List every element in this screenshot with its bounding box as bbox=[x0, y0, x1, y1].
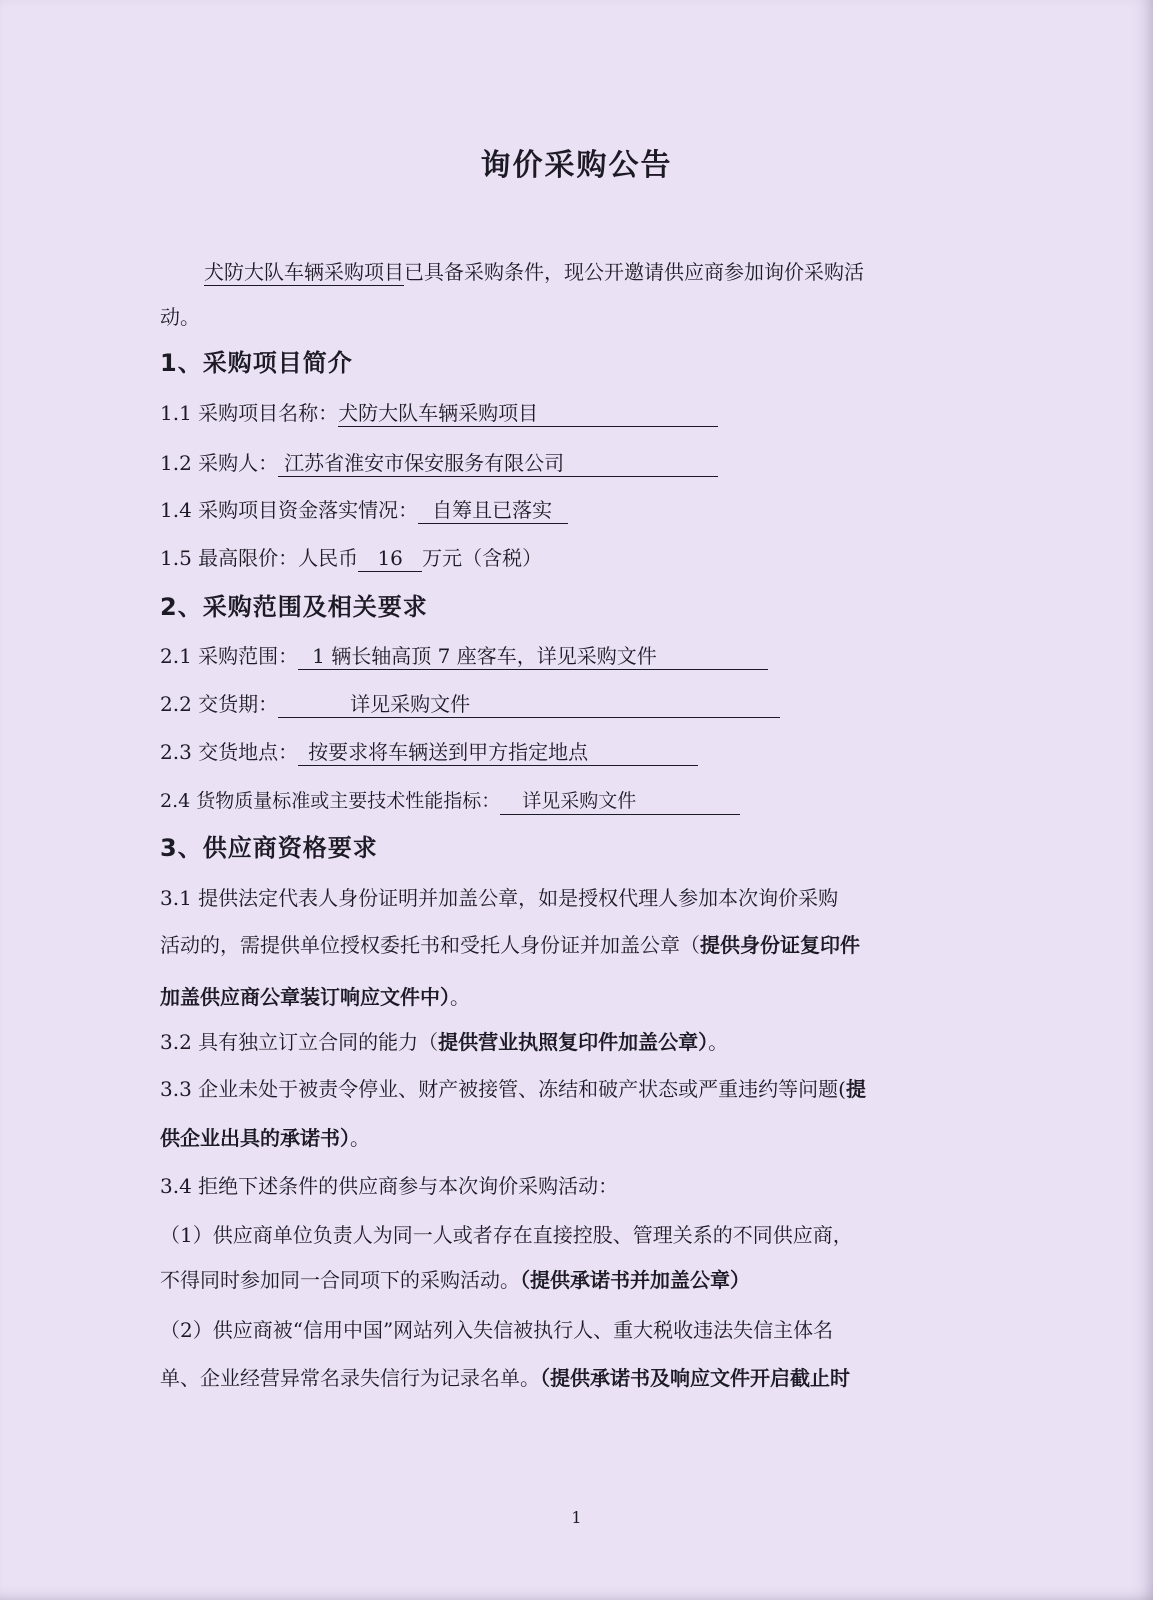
intro-line-1 bbox=[204, 258, 864, 286]
item-1-4-label: 1.4 采购项目资金落实情况： bbox=[160, 498, 419, 522]
para-3-4-1-bold: （提供承诺书并加盖公章） bbox=[520, 1268, 750, 1292]
item-2-2 bbox=[160, 690, 780, 718]
para-3-1-line3-bold: 加盖供应商公章装订响应文件中） bbox=[160, 985, 450, 1009]
item-2-4-label: 2.4 货物质量标准或主要技术性能指标： bbox=[160, 790, 501, 812]
intro-project-name: 犬防大队车辆采购项目 bbox=[204, 260, 404, 284]
item-1-1-label: 1.1 采购项目名称： bbox=[160, 401, 339, 425]
para-3-4-1-line1: （1）供应商单位负责人为同一人或者存在直接控股、管理关系的不同供应商， bbox=[160, 1223, 853, 1247]
page-number: 1 bbox=[571, 1508, 582, 1527]
para-3-1-line3 bbox=[160, 983, 470, 1011]
item-1-5 bbox=[160, 544, 542, 572]
para-3-4-2-line2 bbox=[160, 1364, 850, 1392]
para-3-2-text: 3.2 具有独立订立合同的能力（ bbox=[160, 1030, 439, 1054]
para-3-1-line2-bold: 提供身份证复印件 bbox=[700, 933, 860, 957]
para-3-3-line1 bbox=[160, 1075, 866, 1103]
item-2-2-value: 详见采购文件 bbox=[278, 691, 780, 718]
para-3-3-line2 bbox=[160, 1124, 370, 1152]
item-2-1 bbox=[160, 642, 768, 670]
para-3-1-line3-end: 。 bbox=[450, 985, 470, 1009]
intro-text-1: 已具备采购条件，现公开邀请供应商参加询价采购活 bbox=[404, 260, 864, 284]
item-1-1 bbox=[160, 399, 718, 427]
item-2-3 bbox=[160, 738, 698, 766]
item-1-2-value: 江苏省淮安市保安服务有限公司 bbox=[278, 450, 718, 477]
para-3-4-2-line1: （2）供应商被“信用中国”网站列入失信被执行人、重大税收违法失信主体名 bbox=[160, 1318, 834, 1342]
item-2-4 bbox=[160, 787, 740, 815]
para-3-2-end: 。 bbox=[708, 1030, 729, 1054]
para-3-2 bbox=[160, 1028, 728, 1056]
para-3-1-line1: 3.1 提供法定代表人身份证明并加盖公章，如是授权代理人参加本次询价采购 bbox=[160, 886, 839, 910]
section2-heading: 2、采购范围及相关要求 bbox=[160, 593, 428, 621]
para-3-4: 3.4 拒绝下述条件的供应商参与本次询价采购活动： bbox=[160, 1174, 619, 1198]
item-2-1-value: 1 辆长轴高顶 7 座客车，详见采购文件 bbox=[298, 643, 768, 670]
section3-heading: 3、供应商资格要求 bbox=[160, 834, 378, 862]
para-3-3-line2-end: 。 bbox=[350, 1126, 370, 1150]
para-3-4-1-line2 bbox=[160, 1266, 750, 1294]
item-2-3-label: 2.3 交货地点： bbox=[160, 740, 299, 764]
para-3-3-bold: 提 bbox=[845, 1077, 866, 1101]
item-2-1-label: 2.1 采购范围： bbox=[160, 644, 299, 668]
item-1-1-value: 犬防大队车辆采购项目 bbox=[338, 400, 718, 427]
para-3-3-text: 3.3 企业未处于被责令停业、财产被接管、冻结和破产状态或严重违约等问题( bbox=[160, 1077, 846, 1101]
para-3-4-2-text: 单、企业经营异常名录失信行为记录名单。 bbox=[160, 1366, 540, 1390]
item-1-5-value: 16 bbox=[358, 545, 422, 572]
item-1-5-suffix: 万元（含税） bbox=[422, 546, 543, 570]
para-3-4-1-text: 不得同时参加同一合同项下的采购活动。 bbox=[160, 1268, 520, 1292]
para-3-4-2-bold: （提供承诺书及响应文件开启截止时 bbox=[540, 1366, 850, 1390]
item-2-4-value: 详见采购文件 bbox=[500, 788, 740, 815]
item-1-5-label: 1.5 最高限价：人民币 bbox=[160, 546, 359, 570]
para-3-1-line2 bbox=[160, 931, 860, 959]
intro-line-2: 动。 bbox=[160, 305, 200, 329]
item-1-4 bbox=[160, 496, 568, 524]
item-2-2-label: 2.2 交货期： bbox=[160, 692, 279, 716]
document-title: 询价采购公告 bbox=[480, 148, 673, 183]
section1-heading: 1、采购项目简介 bbox=[160, 349, 353, 377]
item-1-4-value: 自筹且已落实 bbox=[418, 497, 568, 524]
para-3-1-line2-text: 活动的，需提供单位授权委托书和受托人身份证并加盖公章（ bbox=[160, 933, 700, 957]
para-3-3-line2-bold: 供企业出具的承诺书） bbox=[160, 1126, 350, 1150]
item-1-2-label: 1.2 采购人： bbox=[160, 451, 279, 475]
para-3-2-bold: 提供营业执照复印件加盖公章） bbox=[438, 1030, 709, 1054]
item-1-2 bbox=[160, 449, 718, 477]
item-2-3-value: 按要求将车辆送到甲方指定地点 bbox=[298, 739, 698, 766]
